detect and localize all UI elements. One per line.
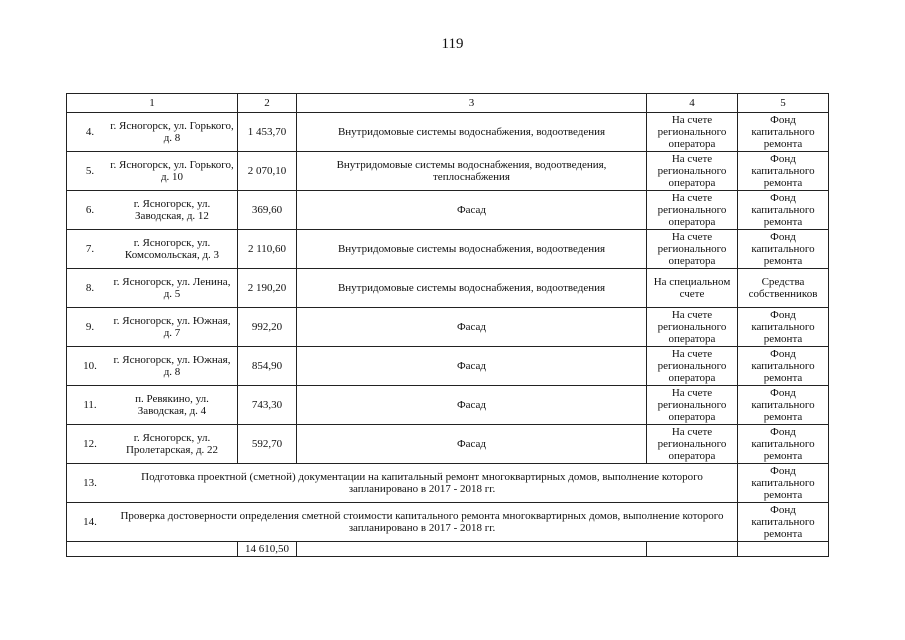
address-cell <box>67 269 238 308</box>
works-cell: Внутридомовые системы водоснабжения, водоотведения <box>297 113 647 152</box>
cost-cell: 992,20 <box>238 308 297 347</box>
address: п. Ревякино, ул. Заводская, д. 4 <box>135 393 209 417</box>
address: г. Ясногорск, ул. Пролетарская, д. 22 <box>125 432 219 456</box>
row-number: 8. <box>85 282 95 294</box>
row-number: 9. <box>85 321 95 333</box>
scope-description: Проверка достоверности определения сметной стоимости капитального ремонта многоквартирных домов, выполнение которого запланировано в 2017 - 2018 гг. <box>120 510 724 534</box>
funding-source-cell: Фонд капитального ремонта <box>738 230 829 269</box>
address: г. Ясногорск, ул. Южная, д. 8 <box>113 354 231 378</box>
address-cell <box>67 425 238 464</box>
works-cell: Внутридомовые системы водоснабжения, водоотведения, теплоснабжения <box>297 152 647 191</box>
table-row <box>67 191 829 230</box>
account-cell: На счете регионального оператора <box>647 308 738 347</box>
page-number: 119 <box>441 36 464 52</box>
cost-cell: 2 190,20 <box>238 269 297 308</box>
address: г. Ясногорск, ул. Горького, д. 10 <box>110 159 234 183</box>
funding-source-cell: Фонд капитального ремонта <box>738 503 829 542</box>
address: г. Ясногорск, ул. Ленина, д. 5 <box>113 276 231 300</box>
row-number: 14. <box>83 516 97 528</box>
column-header: 3 <box>297 94 647 113</box>
funding-source-cell: Фонд капитального ремонта <box>738 425 829 464</box>
empty-cell <box>647 542 738 557</box>
table-row <box>67 503 829 542</box>
cost-cell: 369,60 <box>238 191 297 230</box>
account-cell: На специальном счете <box>647 269 738 308</box>
row-number: 13. <box>83 477 97 489</box>
account-cell: На счете регионального оператора <box>647 191 738 230</box>
total-row <box>67 542 829 557</box>
table-row <box>67 425 829 464</box>
works-cell: Внутридомовые системы водоснабжения, водоотведения <box>297 230 647 269</box>
scope-cell <box>67 464 738 503</box>
table-row <box>67 464 829 503</box>
row-number: 5. <box>85 165 95 177</box>
funding-source-cell: Фонд капитального ремонта <box>738 113 829 152</box>
table-header-row <box>67 94 829 113</box>
works-cell: Фасад <box>297 347 647 386</box>
row-number: 10. <box>83 360 97 372</box>
funding-source-cell: Фонд капитального ремонта <box>738 308 829 347</box>
address: г. Ясногорск, ул. Южная, д. 7 <box>113 315 231 339</box>
empty-cell <box>67 542 238 557</box>
cost-cell: 2 110,60 <box>238 230 297 269</box>
account-cell: На счете регионального оператора <box>647 152 738 191</box>
scope-cell <box>67 503 738 542</box>
row-number: 6. <box>85 204 95 216</box>
row-number: 4. <box>85 126 95 138</box>
funding-source-cell: Средства собственников <box>738 269 829 308</box>
row-number: 7. <box>85 243 95 255</box>
cost-cell: 592,70 <box>238 425 297 464</box>
address: г. Ясногорск, ул. Комсомольская, д. 3 <box>124 237 220 261</box>
address-cell <box>67 191 238 230</box>
empty-cell <box>297 542 647 557</box>
works-cell: Фасад <box>297 191 647 230</box>
table-row <box>67 230 829 269</box>
funding-source-cell: Фонд капитального ремонта <box>738 191 829 230</box>
column-header: 4 <box>647 94 738 113</box>
address-cell <box>67 113 238 152</box>
address: г. Ясногорск, ул. Горького, д. 8 <box>110 120 234 144</box>
table-row <box>67 347 829 386</box>
address-cell <box>67 152 238 191</box>
works-cell: Фасад <box>297 386 647 425</box>
cost-cell: 2 070,10 <box>238 152 297 191</box>
address: г. Ясногорск, ул. Заводская, д. 12 <box>133 198 211 222</box>
address-cell <box>67 308 238 347</box>
account-cell: На счете регионального оператора <box>647 113 738 152</box>
column-header: 5 <box>738 94 829 113</box>
account-cell: На счете регионального оператора <box>647 386 738 425</box>
address-cell <box>67 230 238 269</box>
address-cell <box>67 386 238 425</box>
table-row <box>67 308 829 347</box>
capital-repair-table <box>66 93 829 557</box>
funding-source-cell: Фонд капитального ремонта <box>738 152 829 191</box>
total-cost: 14 610,50 <box>238 542 297 557</box>
column-header: 1 <box>67 94 238 113</box>
works-cell: Фасад <box>297 308 647 347</box>
funding-source-cell: Фонд капитального ремонта <box>738 347 829 386</box>
row-number: 11. <box>83 399 97 411</box>
funding-source-cell: Фонд капитального ремонта <box>738 464 829 503</box>
works-cell: Фасад <box>297 425 647 464</box>
row-number: 12. <box>83 438 97 450</box>
empty-cell <box>738 542 829 557</box>
funding-source-cell: Фонд капитального ремонта <box>738 386 829 425</box>
address-cell <box>67 347 238 386</box>
cost-cell: 1 453,70 <box>238 113 297 152</box>
cost-cell: 854,90 <box>238 347 297 386</box>
account-cell: На счете регионального оператора <box>647 347 738 386</box>
table-row <box>67 269 829 308</box>
works-cell: Внутридомовые системы водоснабжения, водоотведения <box>297 269 647 308</box>
cost-cell: 743,30 <box>238 386 297 425</box>
account-cell: На счете регионального оператора <box>647 425 738 464</box>
table-row <box>67 113 829 152</box>
table-row <box>67 386 829 425</box>
column-header: 2 <box>238 94 297 113</box>
table-row <box>67 152 829 191</box>
scope-description: Подготовка проектной (сметной) документации на капитальный ремонт многоквартирных домов, выполнение которого запланировано в 2017 - 2018 гг. <box>141 471 703 495</box>
account-cell: На счете регионального оператора <box>647 230 738 269</box>
